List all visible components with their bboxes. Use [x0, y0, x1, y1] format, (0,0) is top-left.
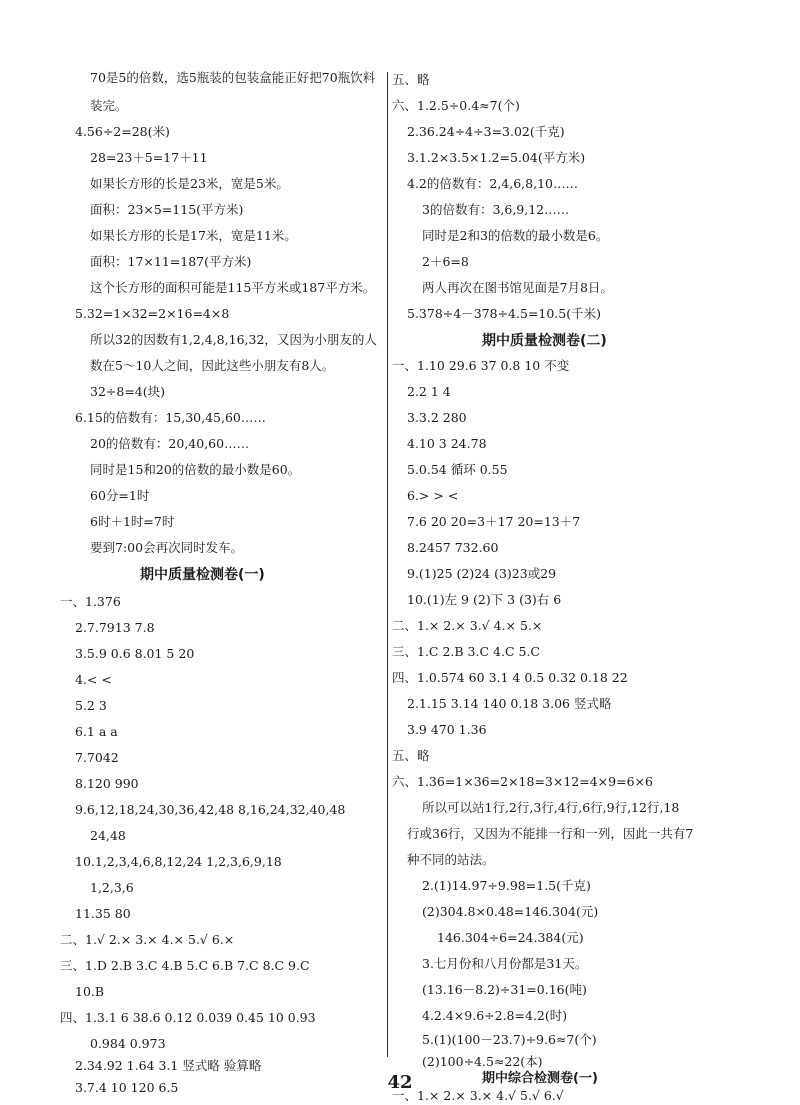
text-line: 所以可以站1行,2行,3行,4行,6行,9行,12行,18 [422, 800, 680, 815]
text-line: 3.9 470 1.36 [407, 722, 487, 737]
text-line: 六、1.2.5÷0.4≈7(个) [392, 98, 520, 113]
text-line: 4.56÷2=28(米) [75, 124, 170, 139]
text-line: 如果长方形的长是23米，宽是5米。 [90, 176, 289, 191]
text-line: 五、略 [392, 72, 430, 87]
text-line: 60分=1时 [90, 488, 150, 503]
text-line: 如果长方形的长是17米，宽是11米。 [90, 228, 297, 243]
text-line: 9.(1)25 (2)24 (3)23或29 [407, 566, 557, 581]
text-line: 3的倍数有：3,6,9,12…… [422, 202, 570, 217]
text-line: 4.10 3 24.78 [407, 436, 487, 451]
text-line: 1,2,3,6 [90, 880, 134, 895]
text-line: 7.7042 [75, 750, 119, 765]
text-line: 3.1.2×3.5×1.2=5.04(平方米) [407, 150, 586, 165]
text-line: 面积：17×11=187(平方米) [90, 254, 252, 269]
text-line: 4.< < [75, 672, 112, 687]
text-line: 所以32的因数有1,2,4,8,16,32，又因为小朋友的人 [90, 332, 377, 347]
text-line: 9.6,12,18,24,30,36,42,48 8,16,24,32,40,48 [75, 802, 346, 817]
text-line: 四、1.3.1 6 38.6 0.12 0.039 0.45 10 0.93 [60, 1010, 316, 1025]
section-heading: 期中质量检测卷(二) [482, 333, 607, 349]
text-line: 28=23＋5=17＋11 [90, 150, 208, 165]
text-line: 6.> > < [407, 488, 459, 503]
text-line: 8.120 990 [75, 776, 139, 791]
text-line: 数在5～10人之间，因此这些小朋友有8人。 [90, 358, 335, 373]
text-line: 2.(1)14.97÷9.98=1.5(千克) [422, 878, 591, 893]
text-line: 7.6 20 20=3＋17 20=13＋7 [407, 514, 581, 529]
text-line: (13.16－8.2)÷31=0.16(吨) [422, 982, 587, 997]
text-line: 4.2.4×9.6÷2.8=4.2(时) [422, 1008, 568, 1023]
text-line: 五、略 [392, 748, 430, 763]
text-line: 3.7.4 10 120 6.5 [75, 1080, 179, 1095]
text-line: 11.35 80 [75, 906, 131, 921]
text-line: 8.2457 732.60 [407, 540, 499, 555]
page-number: 42 [387, 1072, 413, 1093]
text-line: 2＋6=8 [422, 254, 469, 269]
text-line: 5.32=1×32=2×16=4×8 [75, 306, 230, 321]
text-line: 2.34.92 1.64 3.1 竖式略 验算略 [75, 1058, 262, 1073]
text-line: 一、1.376 [60, 594, 121, 609]
text-line: 要到7:00会再次同时发车。 [90, 540, 244, 555]
text-line: 种不同的站法。 [407, 852, 495, 867]
text-line: 20的倍数有：20,40,60…… [90, 436, 250, 451]
text-line: 2.36.24÷4÷3=3.02(千克) [407, 124, 565, 139]
text-line: 6.1 a a [75, 724, 118, 739]
text-line: 三、1.C 2.B 3.C 4.C 5.C [392, 644, 540, 659]
text-line: 3.3.2 280 [407, 410, 467, 425]
text-line: 六、1.36=1×36=2×18=3×12=4×9=6×6 [392, 774, 653, 789]
column-divider [387, 72, 388, 1057]
text-line: (2)100÷4.5≈22(本) [422, 1054, 543, 1069]
text-line: 10.(1)左 9 (2)下 3 (3)右 6 [407, 592, 562, 607]
text-line: 32÷8=4(块) [90, 384, 166, 399]
text-line: 5.(1)(100－23.7)÷9.6≈7(个) [422, 1032, 597, 1047]
text-line: 2.1.15 3.14 140 0.18 3.06 竖式略 [407, 696, 612, 711]
text-line: 5.2 3 [75, 698, 107, 713]
text-line: 两人再次在图书馆见面是7月8日。 [422, 280, 613, 295]
text-line: 这个长方形的面积可能是115平方米或187平方米。 [90, 280, 376, 295]
text-line: 四、1.0.574 60 3.1 4 0.5 0.32 0.18 22 [392, 670, 628, 685]
text-line: 24,48 [90, 828, 126, 843]
text-line: 一、1.× 2.× 3.× 4.√ 5.√ 6.√ [392, 1088, 564, 1103]
section-heading: 期中综合检测卷(一) [482, 1071, 598, 1086]
text-line: 2.2 1 4 [407, 384, 451, 399]
text-line: 0.984 0.973 [90, 1036, 166, 1051]
text-line: (2)304.8×0.48=146.304(元) [422, 904, 599, 919]
text-line: 装完。 [90, 98, 128, 113]
text-line: 3.5.9 0.6 8.01 5 20 [75, 646, 195, 661]
text-line: 二、1.× 2.× 3.√ 4.× 5.× [392, 618, 543, 633]
text-line: 10.1,2,3,4,6,8,12,24 1,2,3,6,9,18 [75, 854, 282, 869]
text-line: 行或36行，又因为不能排一行和一列，因此一共有7 [407, 826, 694, 841]
text-line: 6.15的倍数有：15,30,45,60…… [75, 410, 266, 425]
text-line: 三、1.D 2.B 3.C 4.B 5.C 6.B 7.C 8.C 9.C [60, 958, 310, 973]
text-line: 6时＋1时=7时 [90, 514, 175, 529]
section-heading: 期中质量检测卷(一) [140, 567, 265, 583]
text-line: 同时是15和20的倍数的最小数是60。 [90, 462, 301, 477]
text-line: 5.378÷4－378÷4.5=10.5(千米) [407, 306, 601, 321]
text-line: 5.0.54 循环 0.55 [407, 462, 508, 477]
text-line: 同时是2和3的倍数的最小数是6。 [422, 228, 609, 243]
text-line: 4.2的倍数有：2,4,6,8,10…… [407, 176, 578, 191]
text-line: 面积：23×5=115(平方米) [90, 202, 244, 217]
text-line: 2.7.7913 7.8 [75, 620, 155, 635]
text-line: 146.304÷6=24.384(元) [437, 930, 584, 945]
text-line: 3.七月份和八月份都是31天。 [422, 956, 588, 971]
text-line: 70是5的倍数，选5瓶装的包装盒能正好把70瓶饮料 [90, 70, 376, 85]
text-line: 一、1.10 29.6 37 0.8 10 不变 [392, 358, 570, 373]
text-line: 二、1.√ 2.× 3.× 4.× 5.√ 6.× [60, 932, 235, 947]
text-line: 10.B [75, 984, 105, 999]
